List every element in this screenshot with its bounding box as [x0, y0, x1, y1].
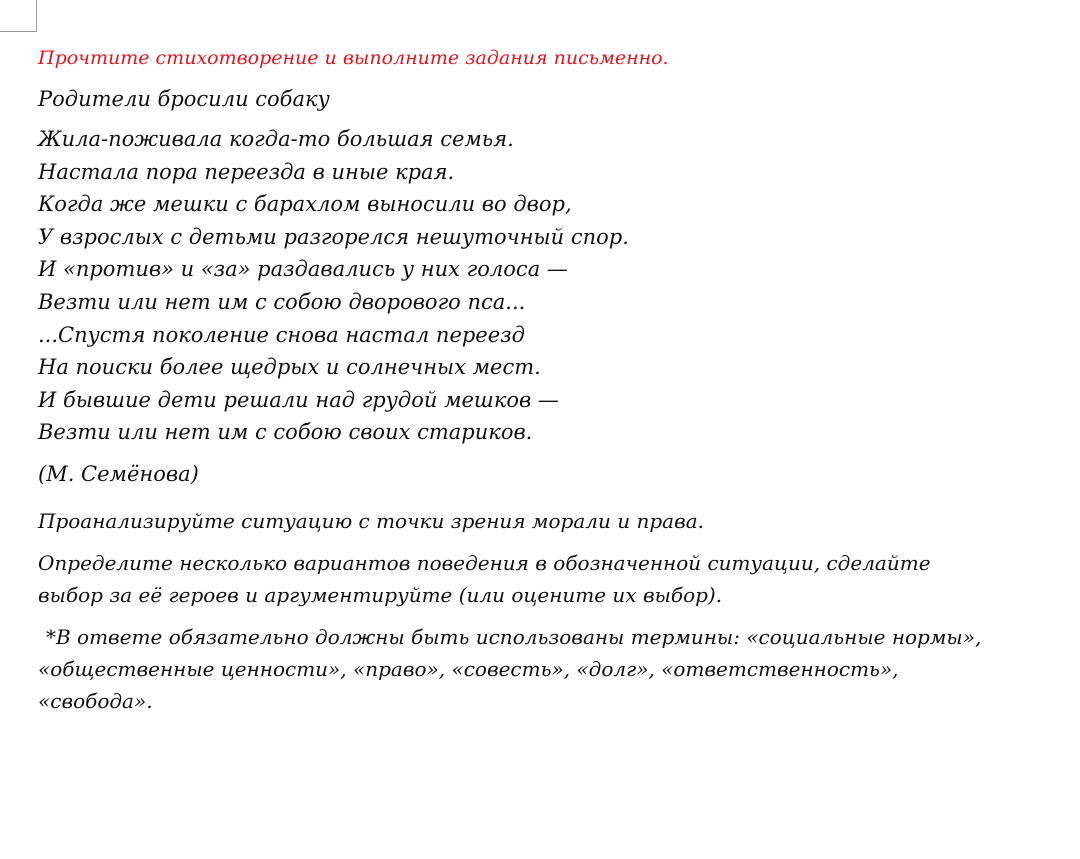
terms-note-line: *В ответе обязательно должны быть использованы термины: «социальные нормы», [46, 624, 982, 649]
poem-line: Везти или нет им с собою дворового пса... [38, 289, 526, 314]
task-define-options [38, 547, 1068, 611]
poem-line: Жила-поживала когда-то большая семья. [38, 127, 514, 151]
terms-note-line: «свобода». [38, 688, 153, 713]
poem-line: У взрослых с детьми разгорелся нешуточный спор. [38, 224, 629, 249]
terms-note-line: «общественные ценности», «право», «совесть», «долг», «ответственность», [38, 656, 899, 681]
document-content [38, 44, 1068, 717]
poem-line: ...Спустя поколение снова настал переезд [38, 322, 525, 347]
poem-line: И бывшие дети решали над грудой мешков — [38, 387, 559, 412]
poem-line: Везти или нет им с собою своих стариков. [38, 420, 533, 445]
poem-line: Когда же мешки с барахлом выносили во двор, [38, 192, 572, 217]
poem-line: И «против» и «за» раздавались у них голоса — [38, 257, 568, 282]
poem-line: На поиски более щедрых и солнечных мест. [38, 355, 541, 380]
poem-line: Настала пора переезда в иные края. [38, 159, 455, 184]
poem-author: (М. Семёнова) [38, 461, 199, 486]
task-define-options-line: выбор за её героев и аргументируйте (или оцените их выбор). [38, 582, 723, 607]
poem-title: Родители бросили собаку [38, 87, 330, 111]
poem-body [38, 123, 1068, 449]
task-analyze: Проанализируйте ситуацию с точки зрения морали и права. [38, 508, 705, 533]
instruction-heading: Прочтите стихотворение и выполните задания письменно. [38, 47, 669, 69]
task-define-options-line: Определите несколько вариантов поведения в обозначенной ситуации, сделайте [38, 550, 931, 575]
terms-note [38, 621, 1068, 717]
page-corner-mark [0, 0, 37, 32]
